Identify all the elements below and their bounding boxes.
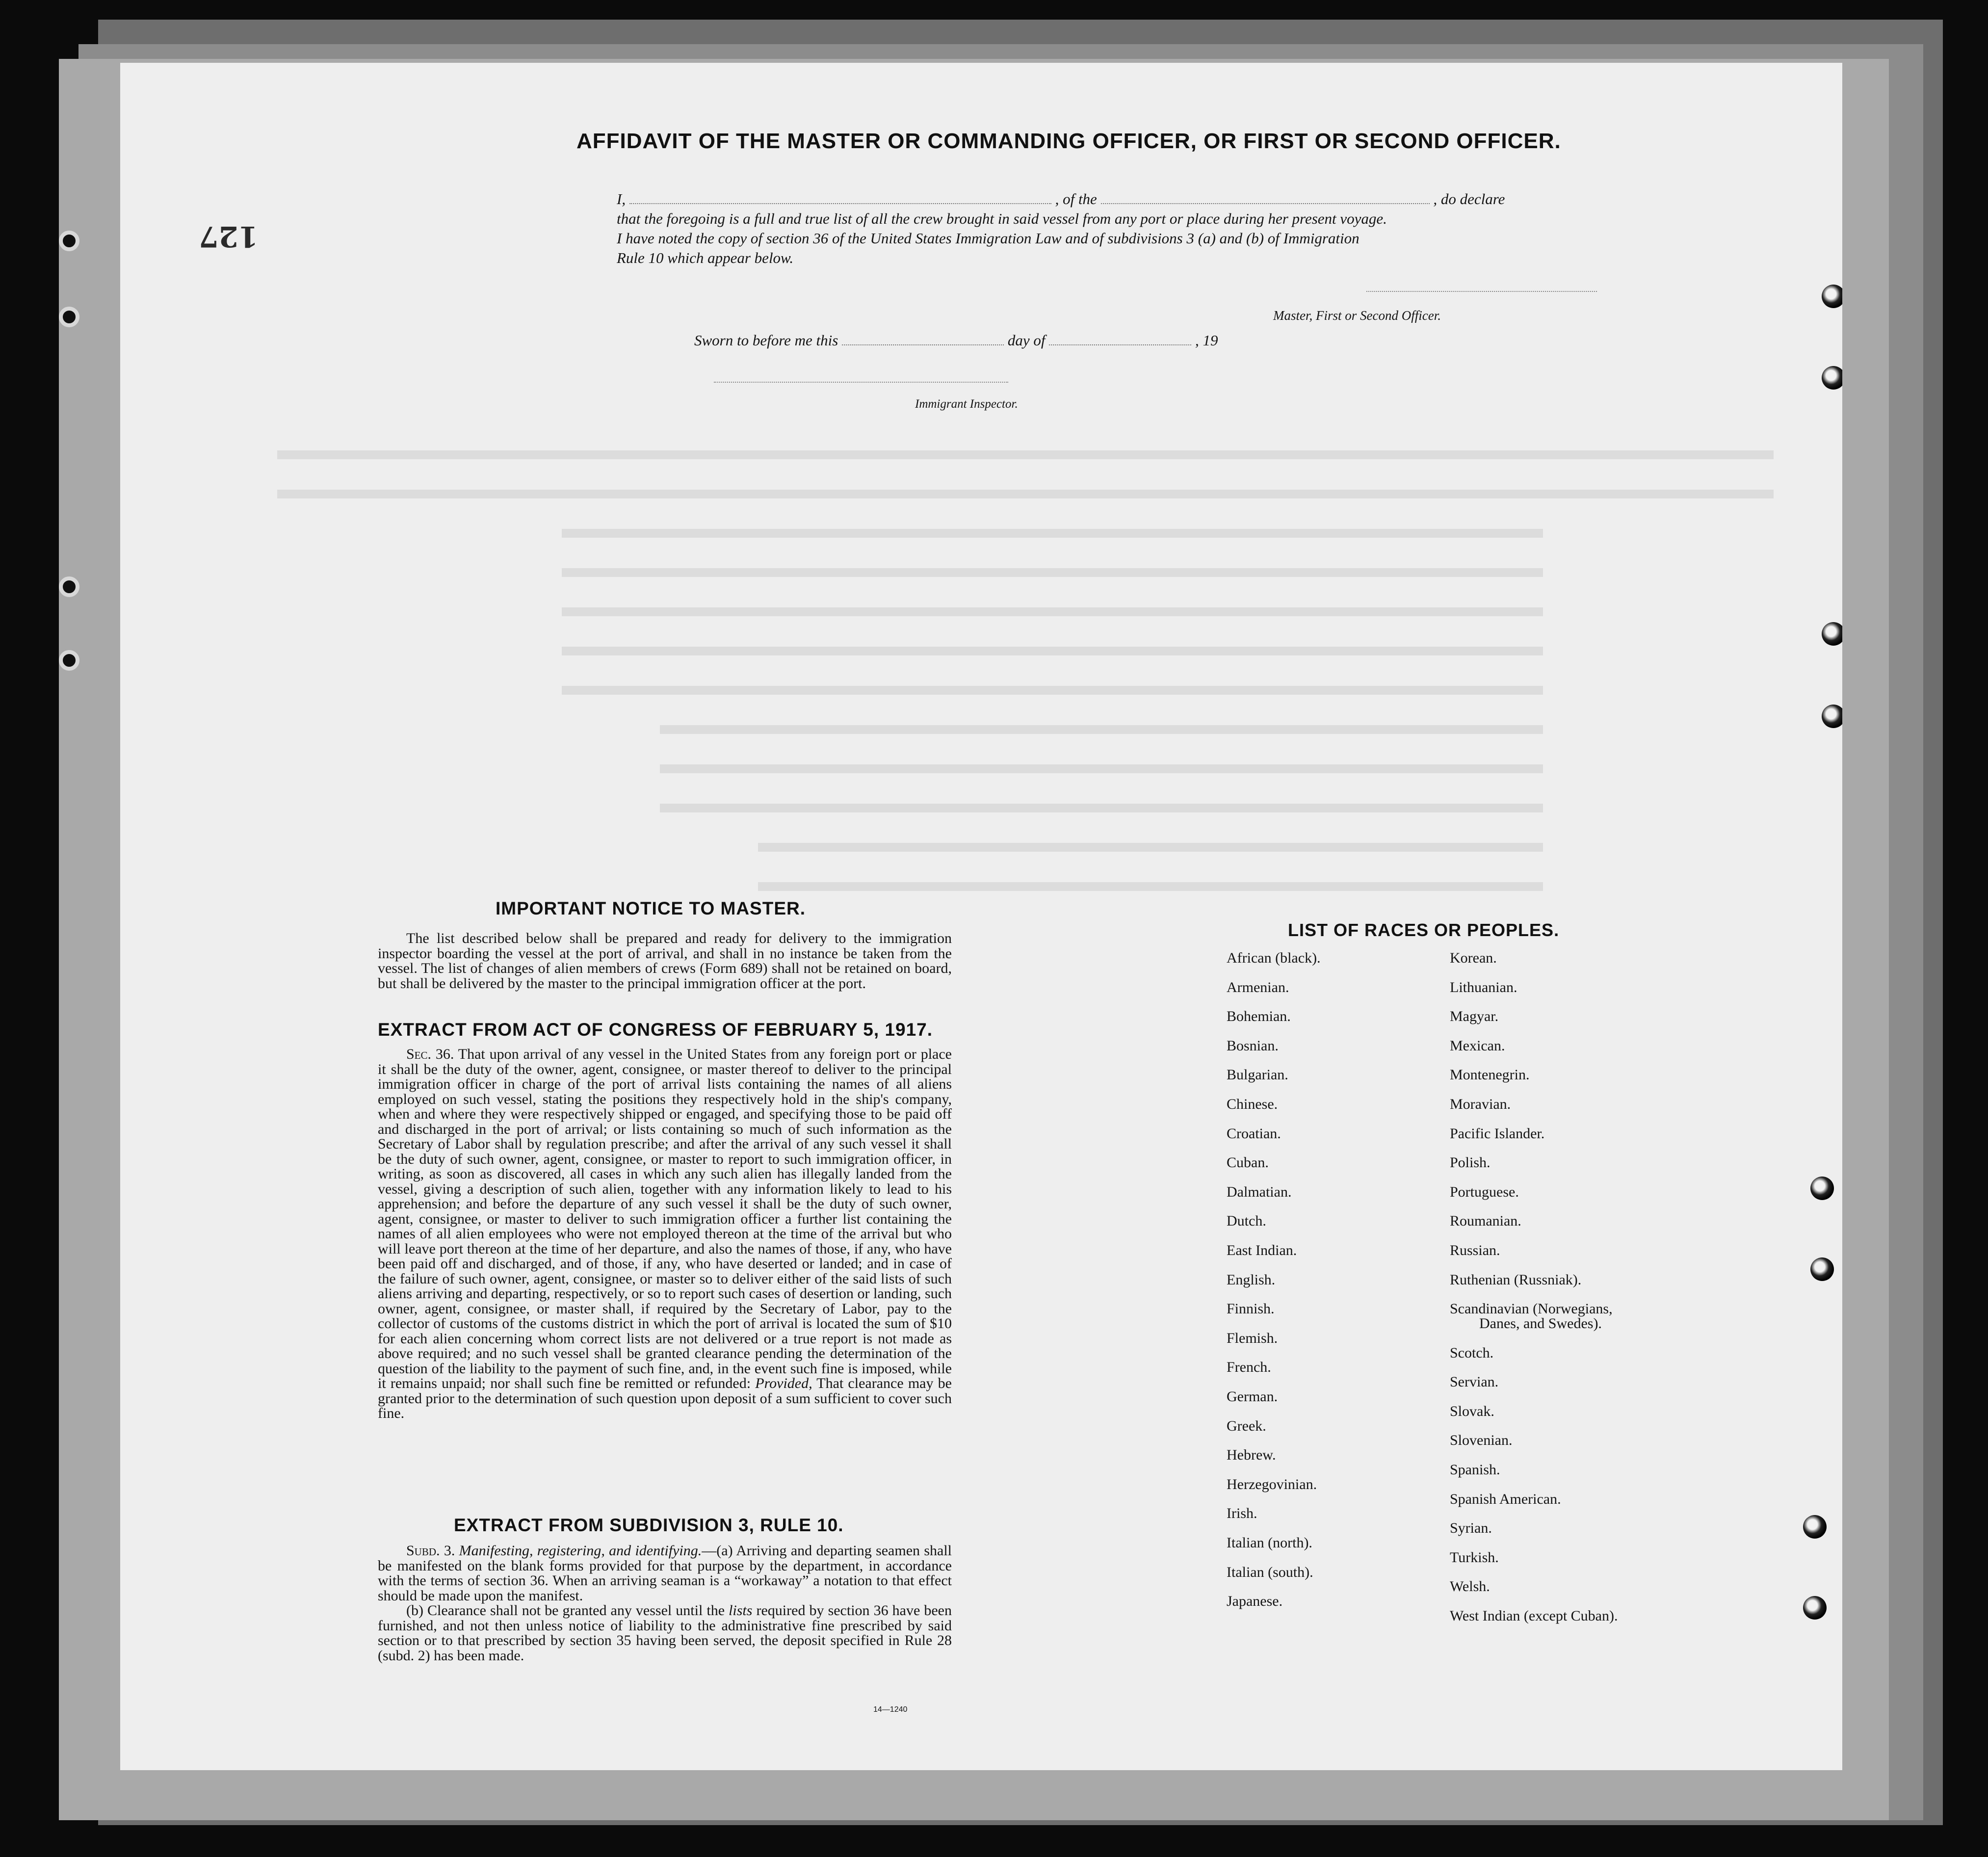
punch-hole	[1822, 285, 1842, 308]
race-item: Mexican.	[1450, 1037, 1505, 1054]
affidavit-title: AFFIDAVIT OF THE MASTER OR COMMANDING OFFICER, OR FIRST OR SECOND OFFICER.	[576, 129, 1561, 153]
punch-hole	[1810, 1177, 1834, 1200]
race-item: Ruthenian (Russniak).	[1450, 1271, 1582, 1288]
affidavit-line-2: that the foregoing is a full and true list of all the crew brought in said vessel from any port or place during her present voyage.	[617, 210, 1387, 227]
master-signature-blank[interactable]	[1366, 291, 1597, 292]
race-item: Finnish.	[1227, 1301, 1275, 1317]
rule-para-a	[378, 1543, 952, 1603]
bleed-through-row	[562, 686, 1543, 695]
race-item: Slovenian.	[1450, 1432, 1513, 1449]
race-item: Syrian.	[1450, 1520, 1492, 1537]
sworn-month-blank[interactable]	[1049, 332, 1191, 345]
bleed-through-row	[277, 490, 1774, 498]
affidavit-i-label: I,	[617, 190, 626, 208]
inspector-signature-blank[interactable]	[714, 382, 1008, 383]
section-label: Sec. 36.	[406, 1046, 454, 1062]
notice-body-block	[378, 931, 952, 991]
race-item: Spanish.	[1450, 1462, 1500, 1478]
vessel-name-blank[interactable]	[1101, 190, 1430, 204]
affidavit-declarant-line	[617, 190, 1505, 208]
notice-title: IMPORTANT NOTICE TO MASTER.	[496, 898, 806, 918]
affidavit-line-4: Rule 10 which appear below.	[617, 249, 794, 266]
bleed-through-row	[660, 725, 1543, 734]
race-item: Danes, and Swedes).	[1479, 1315, 1602, 1332]
bleed-through-row	[660, 764, 1543, 773]
race-item: Scandinavian (Norwegians,	[1450, 1301, 1613, 1317]
bleed-through-row	[562, 607, 1543, 616]
punch-hole	[1822, 366, 1842, 390]
day-of-label: day of	[1007, 332, 1046, 349]
race-item: Japanese.	[1227, 1593, 1283, 1610]
race-item: Lithuanian.	[1450, 979, 1517, 995]
notice-body: The list described below shall be prepared and ready for delivery to the immigration inspector boarding the vessel at the port of arrival, and shall in no instance be taken from the vessel. The list of changes of alien members of crews (Form 689) shall not be retained on board, but shall be delivered by the master to the principal immigration officer at the port.	[378, 930, 952, 992]
race-item: African (black).	[1227, 950, 1321, 966]
race-item: Bosnian.	[1227, 1037, 1279, 1054]
race-item: Italian (north).	[1227, 1535, 1312, 1551]
race-item: Portuguese.	[1450, 1183, 1519, 1200]
act-extract-title: EXTRACT FROM ACT OF CONGRESS OF FEBRUARY 5, 1917.	[378, 1020, 933, 1040]
act-extract-body: That upon arrival of any vessel in the United States from any foreign port or place it shall be the duty of the owner, agent, consignee, or master thereof to deliver to the principal immigration officer in charge of the port of arrival lists containing the names of all aliens employed on such vessel, stating the positions they respectively hold in the ship's company, when and where they were respectively shipped or engaged, and specifying those to be paid off and discharged in the port of arrival; or lists containing so much of such information as the Secretary of Labor shall by regulation prescribe; and after the arrival of any such vessel it shall be the duty of such owner, agent, consignee, or master to report to such immigration officer, in writing, as soon as discovered, all cases in which any such alien has illegally landed from the vessel, giving a description of such alien, together with any information likely to lead to his apprehension; and before the departure of any such vessel it shall be the duty of such owner, agent, consignee, or master to deliver to such immigration officer a further list containing the names of all alien employees who were not employed thereon at the time of the arrival but who will leave port thereon at the time of her departure, and also the names of those, if any, who have been paid off and discharged, and of those, if any, who have deserted or landed; and in case of the failure of such owner, agent, consignee, or master so to deliver either of the said lists of such aliens arriving and departing, respectively, or so to report such cases of desertion or landing, such owner, agent, consignee, or master shall, if required by the Secretary of Labor, pay to the collector of customs of the customs district in which the port of arrival is located the sum of $10 for each alien concerning whom correct lists are not delivered or a true report is not made as above required; and no such vessel shall be granted clearance pending the determination of the question of the liability to the payment of such fine, and, in the event such fine is imposed, while it remains unpaid; nor shall such fine be remitted or refunded:	[378, 1046, 952, 1391]
punch-hole	[1803, 1515, 1827, 1539]
race-item: Armenian.	[1227, 979, 1289, 995]
punch-hole	[1810, 1257, 1834, 1281]
race-item: Cuban.	[1227, 1154, 1269, 1171]
act-extract-paragraph	[378, 1047, 952, 1421]
binder-hole	[59, 231, 79, 251]
race-item: German.	[1227, 1388, 1278, 1405]
binder-hole	[59, 650, 79, 671]
subdivision-label: Subd. 3.	[406, 1543, 455, 1559]
race-item: Greek.	[1227, 1417, 1266, 1434]
sworn-label: Sworn to before me this	[694, 332, 838, 349]
inspector-label: Immigrant Inspector.	[915, 397, 1018, 411]
race-item: Hebrew.	[1227, 1447, 1276, 1464]
race-item: Chinese.	[1227, 1096, 1278, 1112]
rule-para-b-lead: (b) Clearance shall not be granted any vessel until the	[406, 1602, 725, 1619]
race-item: Irish.	[1227, 1505, 1257, 1522]
bleed-through-row	[562, 529, 1543, 538]
bleed-through-row	[660, 804, 1543, 812]
punch-hole	[1822, 622, 1842, 646]
rule-extract-block	[378, 1543, 952, 1663]
race-item: Dalmatian.	[1227, 1183, 1292, 1200]
bleed-through-row	[758, 882, 1543, 891]
bleed-through-row	[562, 568, 1543, 577]
affidavit-of-the-label: , of the	[1055, 190, 1097, 208]
race-item: Pacific Islander.	[1450, 1125, 1545, 1142]
race-item: Turkish.	[1450, 1549, 1499, 1566]
race-item: Slovak.	[1450, 1403, 1494, 1419]
act-extract-body-end: That clearance may be granted prior to the determination of such question upon deposit of a sum sufficient to cover such fine.	[378, 1375, 952, 1421]
race-item: East Indian.	[1227, 1242, 1297, 1258]
punch-hole	[1822, 705, 1842, 728]
race-item: Montenegrin.	[1450, 1067, 1530, 1083]
rule-para-b-text: required by section 36 have been furnished, and not then unless notice of liability to the administrative fine prescribed by said section or to that prescribed by section 35 having been served, the deposit specified in Rule 28 (subd. 2) has been made.	[378, 1602, 952, 1664]
rule-para-a-text: —(a) Arriving and departing seamen shall be manifested on the blank forms provided for that purpose by the department, in accordance with the terms of section 36. When an arriving seaman is a “workaway” a notation to that effect should be made upon the manifest.	[378, 1543, 952, 1604]
form-number: 14—1240	[873, 1705, 908, 1714]
rule-extract-title: EXTRACT FROM SUBDIVISION 3, RULE 10.	[454, 1515, 844, 1535]
act-extract-block	[378, 1047, 952, 1421]
provided-label: Provided,	[755, 1375, 812, 1391]
race-item: English.	[1227, 1271, 1276, 1288]
race-item: Scotch.	[1450, 1344, 1494, 1361]
sworn-line	[694, 332, 1218, 349]
sworn-day-blank[interactable]	[842, 332, 1004, 345]
race-item: French.	[1227, 1359, 1271, 1376]
handwritten-page-number: 127	[199, 220, 259, 253]
bleed-through-row	[562, 647, 1543, 655]
race-item: Italian (south).	[1227, 1564, 1313, 1580]
year-prefix: , 19	[1195, 332, 1218, 349]
race-item: Roumanian.	[1450, 1213, 1521, 1229]
race-item: Polish.	[1450, 1154, 1491, 1171]
punch-hole	[1803, 1596, 1827, 1620]
race-item: West Indian (except Cuban).	[1450, 1608, 1618, 1624]
race-item: Herzegovinian.	[1227, 1476, 1317, 1492]
race-item: Bulgarian.	[1227, 1067, 1288, 1083]
rule-para-b-lists: lists	[729, 1602, 753, 1619]
subdivision-heading: Manifesting, registering, and identifying.	[459, 1543, 702, 1559]
race-item: Russian.	[1450, 1242, 1500, 1258]
affidavit-line-3: I have noted the copy of section 36 of the United States Immigration Law and of subdivisions 3 (a) and (b) of Immigration	[617, 230, 1360, 247]
races-title: LIST OF RACES OR PEOPLES.	[1288, 920, 1560, 940]
bleed-through-row	[277, 450, 1774, 459]
binder-hole	[59, 576, 79, 597]
rule-para-b	[378, 1603, 952, 1663]
race-item: Dutch.	[1227, 1213, 1266, 1229]
affidavit-declare-label: , do declare	[1433, 190, 1505, 208]
race-item: Servian.	[1450, 1374, 1499, 1390]
bleed-through-row	[758, 843, 1543, 852]
race-item: Welsh.	[1450, 1578, 1490, 1595]
manifest-page	[120, 63, 1842, 1770]
binder-hole	[59, 307, 79, 327]
race-item: Magyar.	[1450, 1008, 1499, 1025]
declarant-name-blank[interactable]	[629, 190, 1051, 204]
race-item: Korean.	[1450, 950, 1497, 966]
race-item: Moravian.	[1450, 1096, 1511, 1112]
race-item: Flemish.	[1227, 1330, 1278, 1346]
race-item: Croatian.	[1227, 1125, 1281, 1142]
race-item: Spanish American.	[1450, 1491, 1561, 1507]
race-item: Bohemian.	[1227, 1008, 1291, 1025]
master-signature-label: Master, First or Second Officer.	[1273, 308, 1441, 323]
